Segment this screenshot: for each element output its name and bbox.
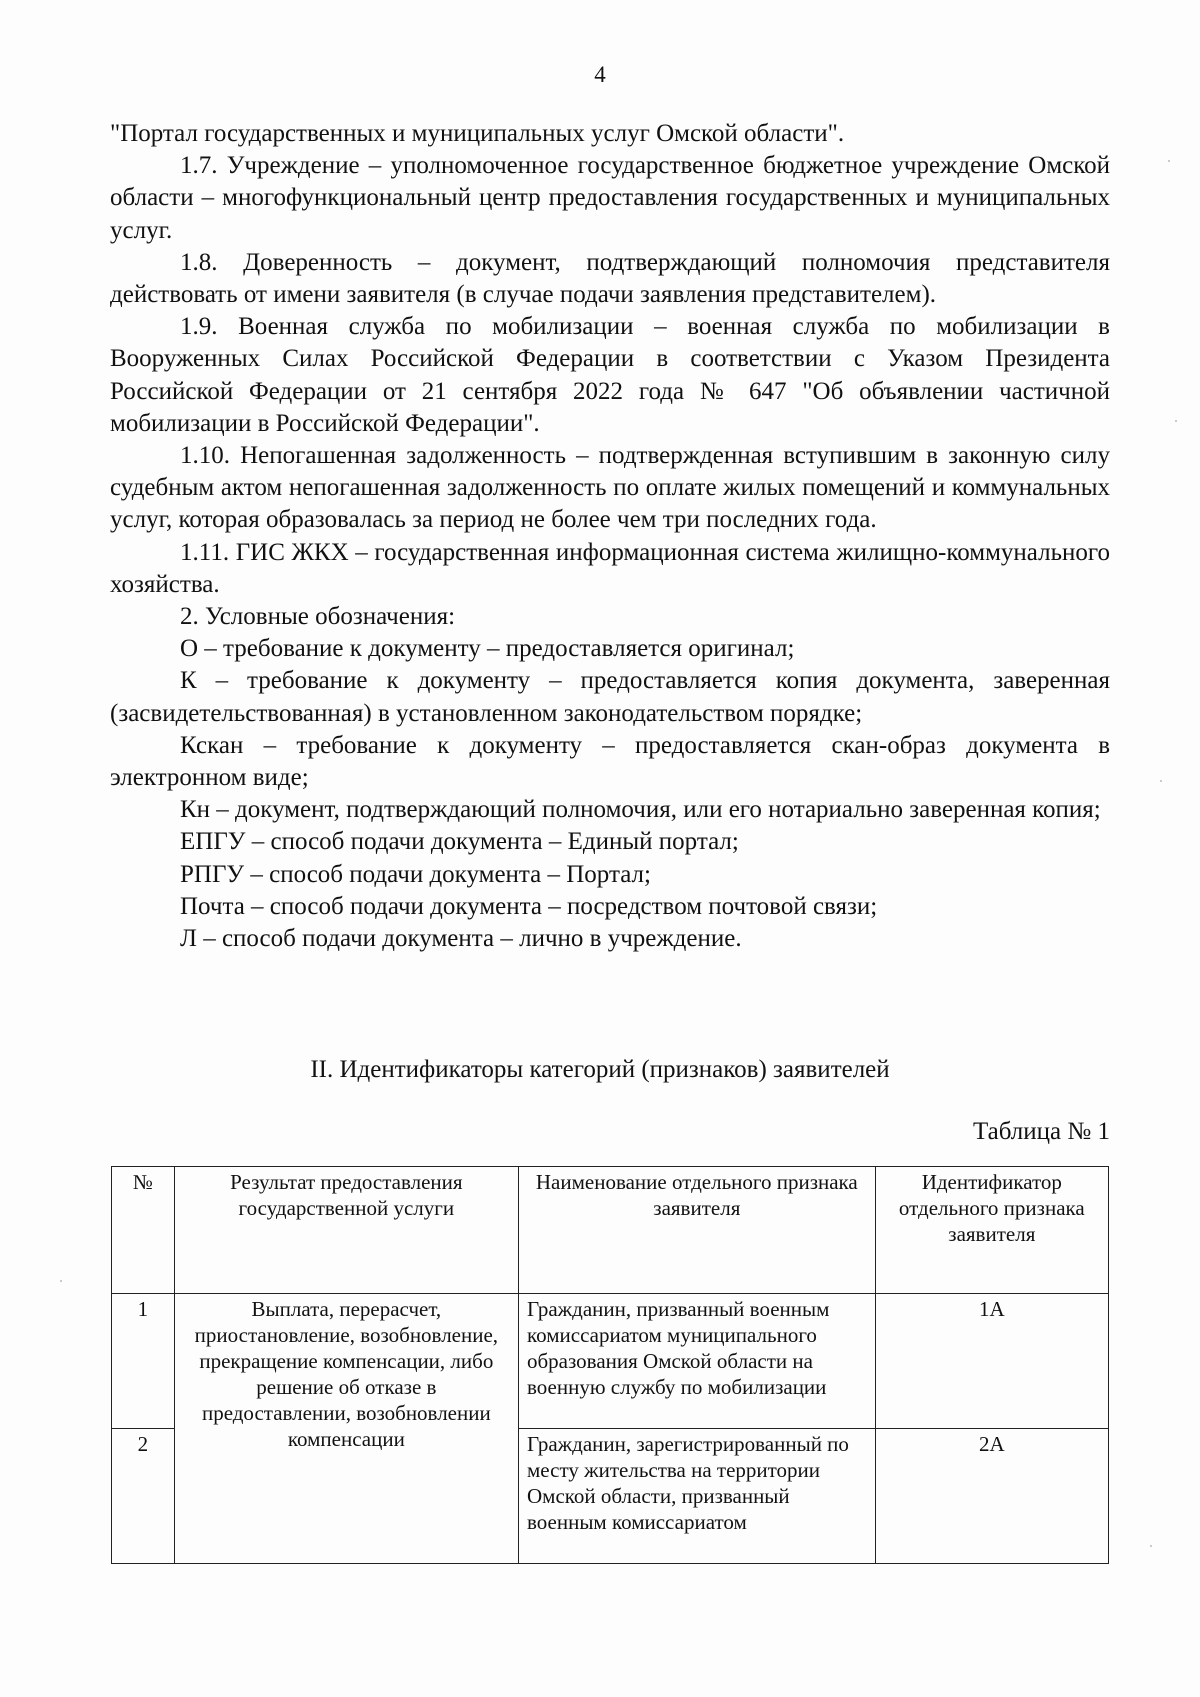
attribute-name-cell: Гражданин, зарегистрированный по месту жительства на территории Омской области, призванный военным комиссариатом: [519, 1429, 876, 1564]
legend-rpgu: РПГУ – способ подачи документа – Портал;: [180, 860, 651, 888]
paragraph-1-7: 1.7. Учреждение – уполномоченное государственное бюджетное учреждение Омской области – многофункциональный центр предоставления государственных и муниципальных услуг.: [110, 152, 1110, 244]
identifiers-table: [111, 1166, 1109, 1564]
legend-k: К – требование к документу – предоставляется копия документа, заверенная (засвидетельствованная) в установленном законодательством порядке;: [110, 667, 1110, 727]
legend-kscan: Кскан – требование к документу – предоставляется скан-образ документа в электронном виде;: [110, 731, 1110, 792]
scan-speck: [1150, 1545, 1152, 1547]
paragraph-2-heading: 2. Условные обозначения:: [180, 603, 456, 631]
header-number: №: [112, 1167, 175, 1294]
table-header-row: [112, 1167, 1109, 1294]
table-row: [112, 1294, 1109, 1429]
legend-kn: Кн – документ, подтверждающий полномочия, или его нотариально заверенная копия;: [180, 796, 1101, 824]
page-number: 4: [594, 62, 606, 87]
paragraph-1-10: 1.10. Непогашенная задолженность – подтвержденная вступившим в законную силу судебным актом непогашенная задолженность по оплате жилых помещений и коммунальных услуг, которая образовалась за период не более чем три последних года.: [110, 442, 1110, 534]
table-caption: Таблица № 1: [972, 1118, 1110, 1145]
legend-pochta: Почта – способ подачи документа – посредством почтовой связи;: [180, 892, 878, 920]
header-attribute-name: Наименование отдельного признака заявителя: [519, 1167, 876, 1294]
paragraph-1-9: 1.9. Военная служба по мобилизации – военная служба по мобилизации в Вооруженных Силах Российской Федерации в соответствии с Указом Президента Российской Федерации от 21 сентября 2022 года № 647 "Об объявлении частичной мобилизации в Российской Федерации".: [110, 313, 1110, 437]
section-title: II. Идентификаторы категорий (признаков) заявителей: [310, 1056, 890, 1083]
identifier-cell: 2А: [875, 1429, 1108, 1564]
header-identifier: Идентификатор отдельного признака заявителя: [875, 1167, 1108, 1294]
scan-speck: [1168, 160, 1170, 162]
header-result: Результат предоставления государственной услуги: [174, 1167, 518, 1294]
result-cell: Выплата, перерасчет, приостановление, возобновление, прекращение компенсации, либо решение об отказе в предоставлении, возобновлении компенсации: [174, 1294, 518, 1564]
scan-speck: [1175, 420, 1177, 422]
legend-l: Л – способ подачи документа – лично в учреждение.: [180, 925, 742, 953]
attribute-name-cell: Гражданин, призванный военным комиссариатом муниципального образования Омской области на военную службу по мобилизации: [519, 1294, 876, 1429]
legend-epgu: ЕПГУ – способ подачи документа – Единый портал;: [180, 828, 739, 856]
paragraph-1-8: 1.8. Доверенность – документ, подтверждающий полномочия представителя действовать от имени заявителя (в случае подачи заявления представителем).: [110, 248, 1110, 309]
scan-speck: [60, 1280, 62, 1282]
row-number: 2: [112, 1429, 175, 1564]
row-number: 1: [112, 1294, 175, 1429]
scan-speck: [1160, 780, 1162, 782]
paragraph: "Портал государственных и муниципальных услуг Омской области".: [110, 120, 845, 147]
legend-o: О – требование к документу – предоставляется оригинал;: [180, 635, 795, 663]
identifier-cell: 1А: [875, 1294, 1108, 1429]
body-text: [110, 118, 1110, 955]
paragraph-1-11: 1.11. ГИС ЖКХ – государственная информационная система жилищно-коммунального хозяйства.: [110, 538, 1110, 598]
